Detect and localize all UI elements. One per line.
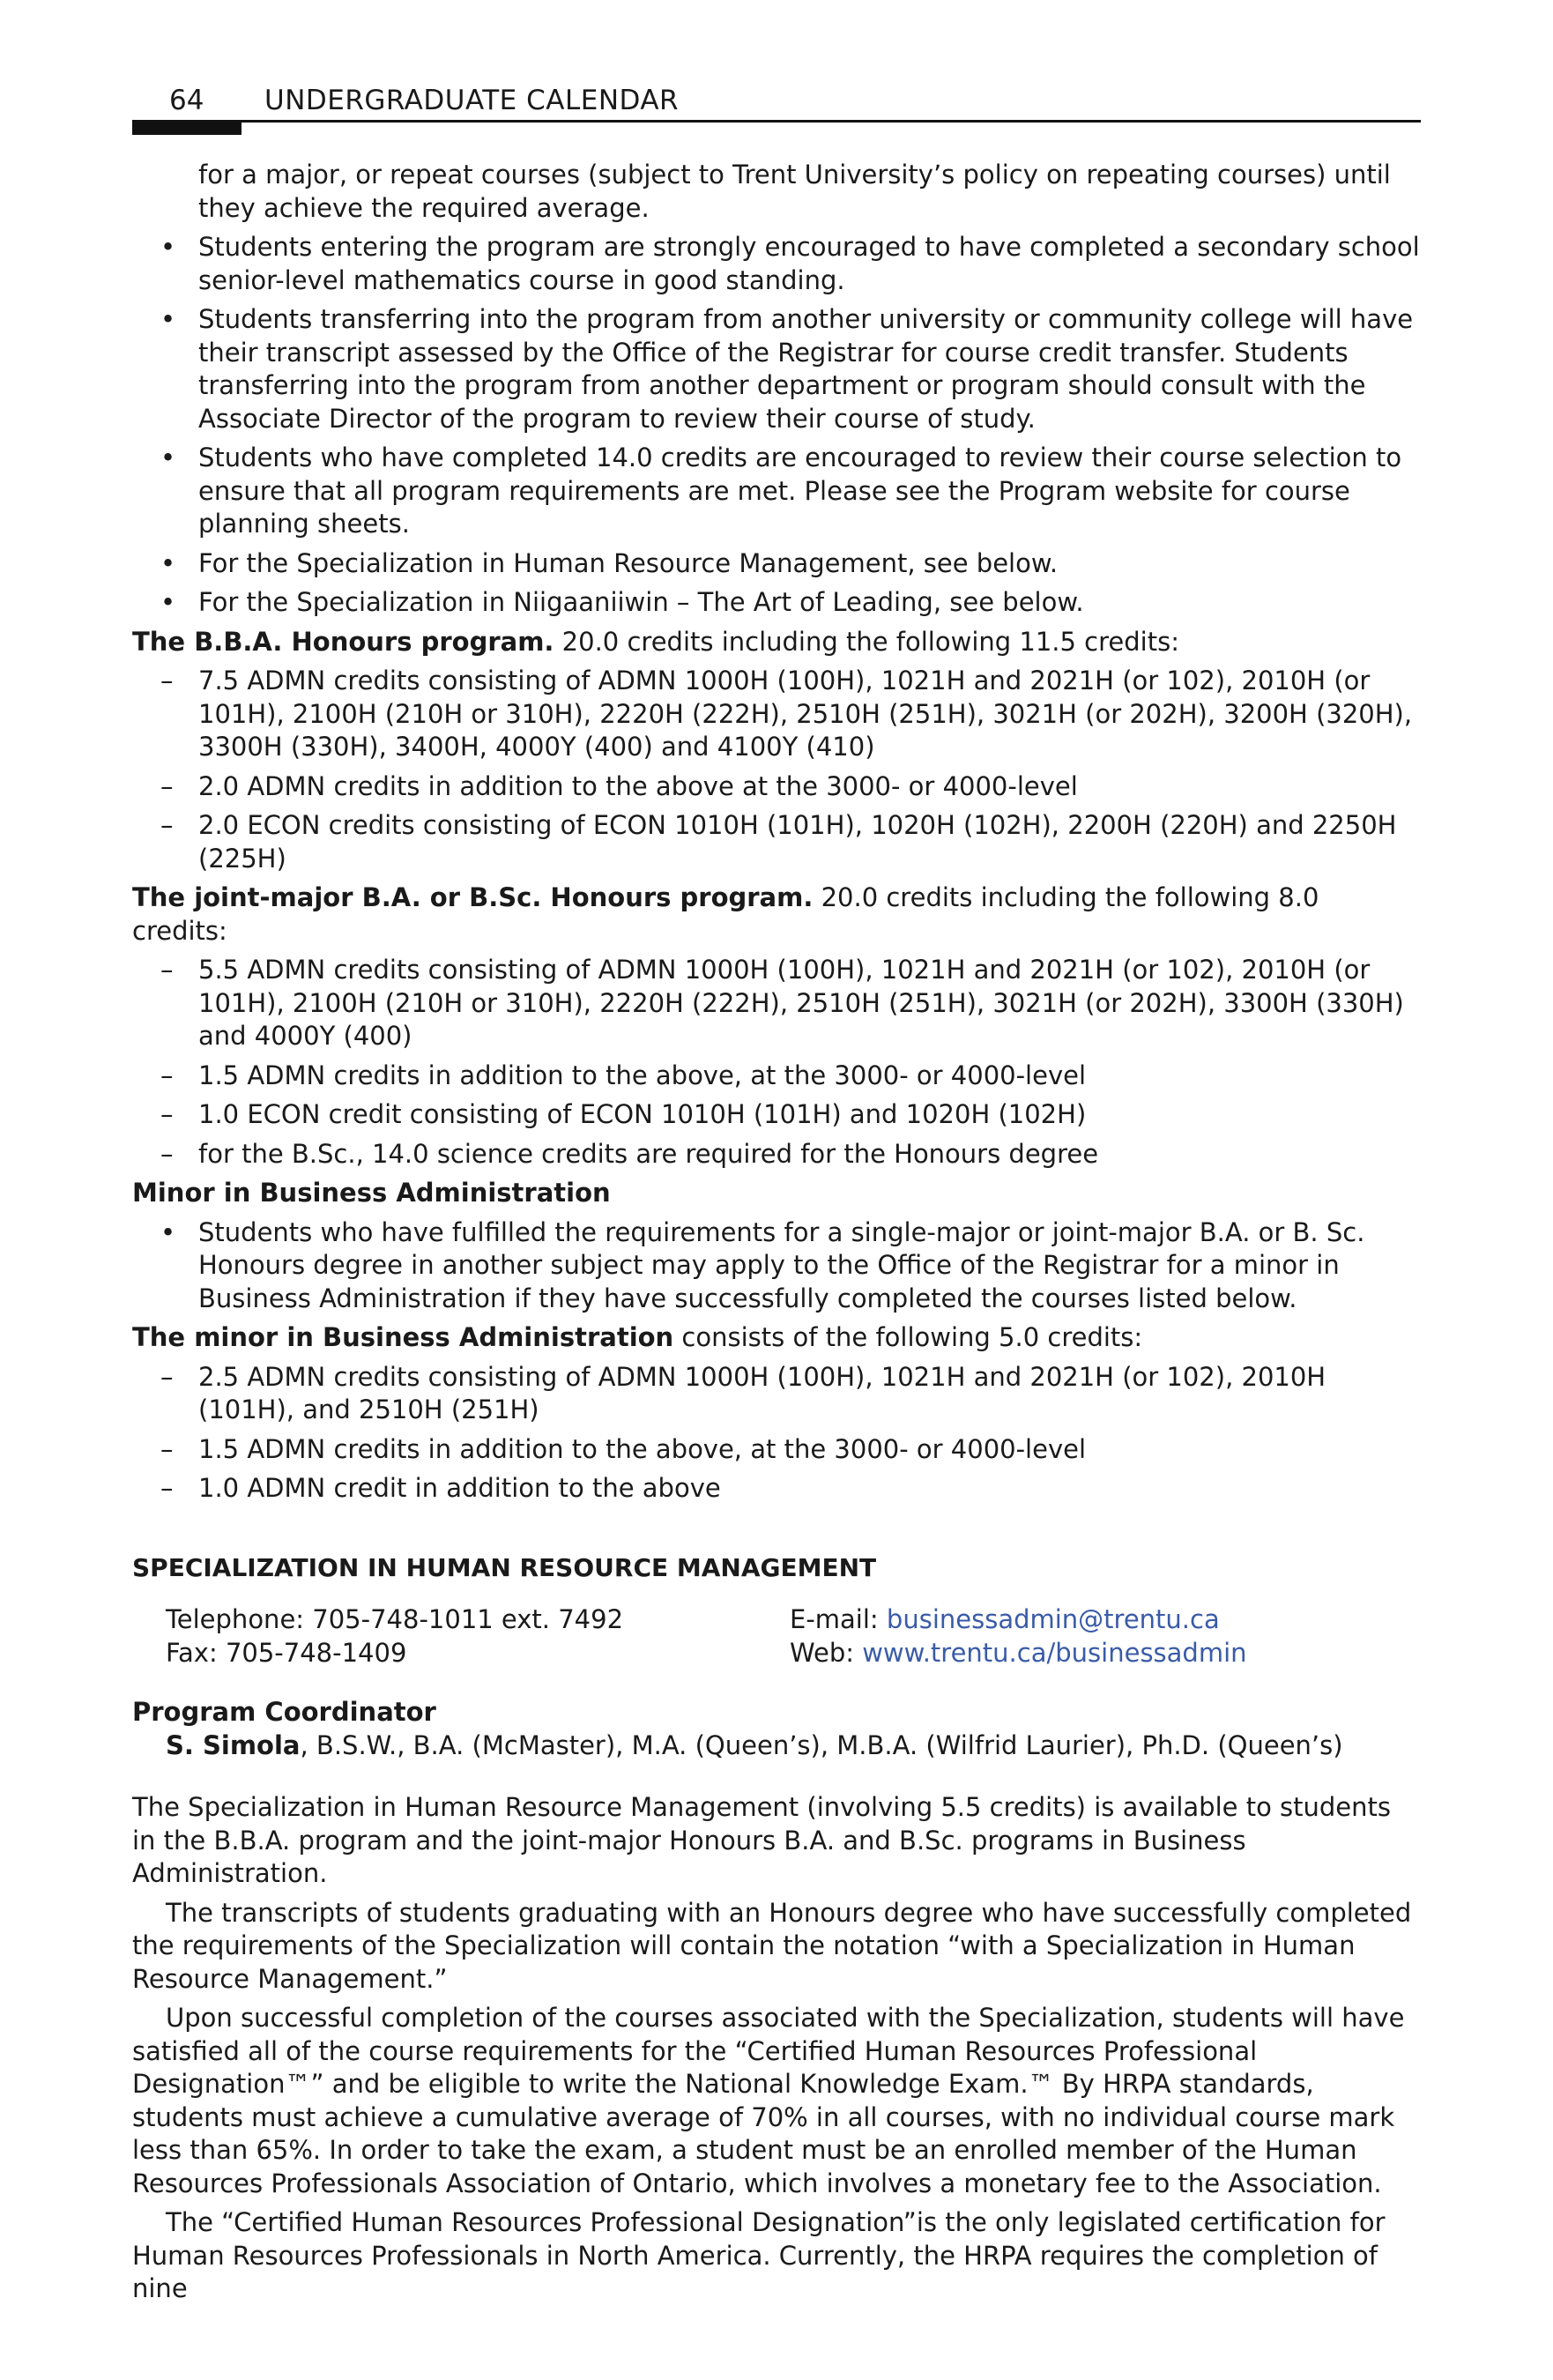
minor-heading [132,1177,1421,1210]
minor-requirements-list [132,1361,1421,1506]
list-item [132,547,1421,581]
bba-program-paragraph [132,626,1421,659]
joint-major-requirements-list [132,954,1421,1171]
list-item-text: Students entering the program are strongly encouraged to have completed a secondary school senior-level mathematics course in good standing. [198,232,1420,295]
web-link[interactable]: www.trentu.ca/businessadmin [862,1637,1247,1668]
bullet-marker: • [160,304,176,334]
fax-value: 705-748-1409 [225,1637,407,1668]
list-item-text: 7.5 ADMN credits consisting of ADMN 1000H (100H), 1021H and 2021H (or 102), 2010H (or 101H), 2100H (210H or 310H), 2220H (222H), 2510H (251H), 3021H (or 202H), 3200H (320H), 3300H (330H), 3400H, 4000Y (400) and 4100Y (410) [198,666,1413,762]
page-body [132,159,1421,2306]
dash-marker: – [160,1099,174,1129]
list-item [132,586,1421,620]
list-item-text: For the Specialization in Niigaaniiwin – The Art of Leading, see below. [198,587,1084,617]
minor-consists-heading: The minor in Business Administration [132,1322,674,1352]
minor-consists-paragraph [132,1321,1421,1355]
list-item [132,442,1421,541]
list-item-text: Students who have completed 14.0 credits are encouraged to review their course selection to ensure that all program requirements are met. Please see the Program website for course planning sheets. [198,443,1402,539]
dash-marker: – [160,770,174,801]
list-item [132,1216,1421,1316]
list-item-text: 5.5 ADMN credits consisting of ADMN 1000H (100H), 1021H and 2021H (or 102), 2010H (or 101H), 2100H (210H or 310H), 2220H (222H), 2510H (251H), 3021H (or 202H), 3300H (330H) and 4000Y (400) [198,955,1404,1051]
running-header-title: UNDERGRADUATE CALENDAR [264,85,680,116]
list-item-text: For the Specialization in Human Resource Management, see below. [198,547,1059,578]
body-paragraph: The transcripts of students graduating with an Honours degree who have successfully completed the requirements of the Specialization will contain the notation “with a Specialization in Human Resource Management.” [132,1897,1412,1994]
list-item-text: 2.5 ADMN credits consisting of ADMN 1000H (100H), 1021H and 2021H (or 102), 2010H (101H), and 2510H (251H) [198,1361,1326,1424]
list-item [132,1138,1421,1171]
list-item-text: 1.0 ADMN credit in addition to the above [198,1473,721,1503]
list-item-text: 1.5 ADMN credits in addition to the above, at the 3000- or 4000-level [198,1060,1087,1090]
body-paragraph: Upon successful completion of the courses associated with the Specialization, students will have satisfied all of the course requirements for the “Certified Human Resources Professional Designation™” and be eligible to write the National Knowledge Exam.™ By HRPA standards, students must achieve a cumulative average of 70% in all courses, with no individual course mark less than 65%. In order to take the exam, a student must be an enrolled member of the Human Resources Professionals Association of Ontario, which involves a monetary fee to the Association. [132,2003,1405,2198]
bullet-marker: • [160,547,176,578]
list-item-text: 2.0 ADMN credits in addition to the above at the 3000- or 4000-level [198,770,1078,801]
dash-marker: – [160,1361,174,1392]
bba-requirements-list [132,665,1421,875]
telephone-label: Telephone: [166,1604,313,1634]
email-link[interactable]: businessadmin@trentu.ca [886,1604,1220,1634]
bullet-marker: • [160,443,176,472]
list-item [132,1472,1421,1506]
list-item-text: 2.0 ECON credits consisting of ECON 1010H (101H), 1020H (102H), 2200H (220H) and 2250H (225H) [198,810,1397,874]
minor-bullet-list [132,1216,1421,1316]
list-item [132,809,1421,875]
specialization-heading: SPECIALIZATION IN HUMAN RESOURCE MANAGEMENT [132,1552,877,1582]
bba-program-heading: The B.B.A. Honours program. [132,626,554,657]
telephone-line [166,1603,790,1637]
dash-marker: – [160,1433,174,1464]
web-line [790,1637,1421,1670]
email-label: E-mail: [790,1604,887,1634]
list-item [132,1361,1421,1427]
body-paragraph: The “Certified Human Resources Professional Designation”is the only legislated certification for Human Resources Professionals in North America. Currently, the HRPA requires the completion of nine [132,2207,1386,2303]
bullet-marker: • [160,587,176,617]
dash-marker: – [160,810,174,840]
bba-program-text: 20.0 credits including the following 11.5 credits: [554,626,1179,657]
list-item [132,954,1421,1053]
coordinator-heading [132,1696,1421,1729]
joint-major-text: 20.0 credits including the following 8.0 credits: [132,882,1319,946]
telephone-value: 705-748-1011 ext. 7492 [312,1604,624,1634]
joint-major-heading: The joint-major B.A. or B.Sc. Honours program. [132,882,814,912]
minor-heading-text: Minor in Business Administration [132,1178,611,1208]
minor-consists-text: consists of the following 5.0 credits: [673,1322,1143,1352]
header-rule [132,120,1421,123]
list-item [132,231,1421,297]
coordinator-heading-text: Program Coordinator [132,1697,436,1727]
list-item [132,665,1421,764]
list-item [132,303,1421,435]
contact-block [132,1603,1421,1670]
joint-major-paragraph [132,881,1421,948]
dash-marker: – [160,1473,174,1503]
contact-column-right [790,1603,1421,1670]
fax-label: Fax: [166,1637,226,1668]
email-line [790,1603,1421,1637]
list-item-text: for the B.Sc., 14.0 science credits are required for the Honours degree [198,1138,1099,1169]
dash-marker: – [160,955,174,985]
contact-column-left [166,1603,790,1670]
list-item-text: 1.0 ECON credit consisting of ECON 1010H (101H) and 1020H (102H) [198,1099,1087,1129]
list-item-text: Students who have fulfilled the requirements for a single-major or joint-major B.A. or B. Sc. Honours degree in another subject may apply to the Office of the Registrar for a minor in Business Administration if they have successfully completed the courses listed below. [198,1216,1365,1313]
bullet-marker: • [160,232,176,262]
continued-bullet-text: for a major, or repeat courses (subject to Trent University’s policy on repeating courses) until they achieve the required average. [198,160,1391,223]
body-paragraph: The Specialization in Human Resource Management (involving 5.5 credits) is available to students in the B.B.A. program and the joint-major Honours B.A. and B.Sc. programs in Business Administration. [132,1792,1392,1888]
page-number: 64 [169,85,204,116]
list-item-text: Students transferring into the program from another university or community college will have their transcript assessed by the Office of the Registrar for course credit transfer. Students transferring into the program from another department or program should consult with the Associate Director of the program to review their course of study. [198,304,1414,434]
web-label: Web: [790,1637,863,1668]
coordinator-credentials: , B.S.W., B.A. (McMaster), M.A. (Queen’s), M.B.A. (Wilfrid Laurier), Ph.D. (Queen’s) [300,1729,1343,1760]
dash-marker: – [160,666,174,695]
coordinator-line [132,1729,1421,1763]
list-item [132,770,1421,804]
coordinator-name: S. Simola [166,1729,301,1760]
bullet-marker: • [160,1216,176,1247]
fax-line [166,1637,790,1670]
list-item [132,1098,1421,1132]
dash-marker: – [160,1060,174,1090]
header-tab-block [132,123,241,135]
intro-bullet-list [132,231,1421,620]
dash-marker: – [160,1138,174,1169]
list-item-text: 1.5 ADMN credits in addition to the above, at the 3000- or 4000-level [198,1433,1087,1464]
list-item [132,1433,1421,1467]
list-item [132,1060,1421,1093]
